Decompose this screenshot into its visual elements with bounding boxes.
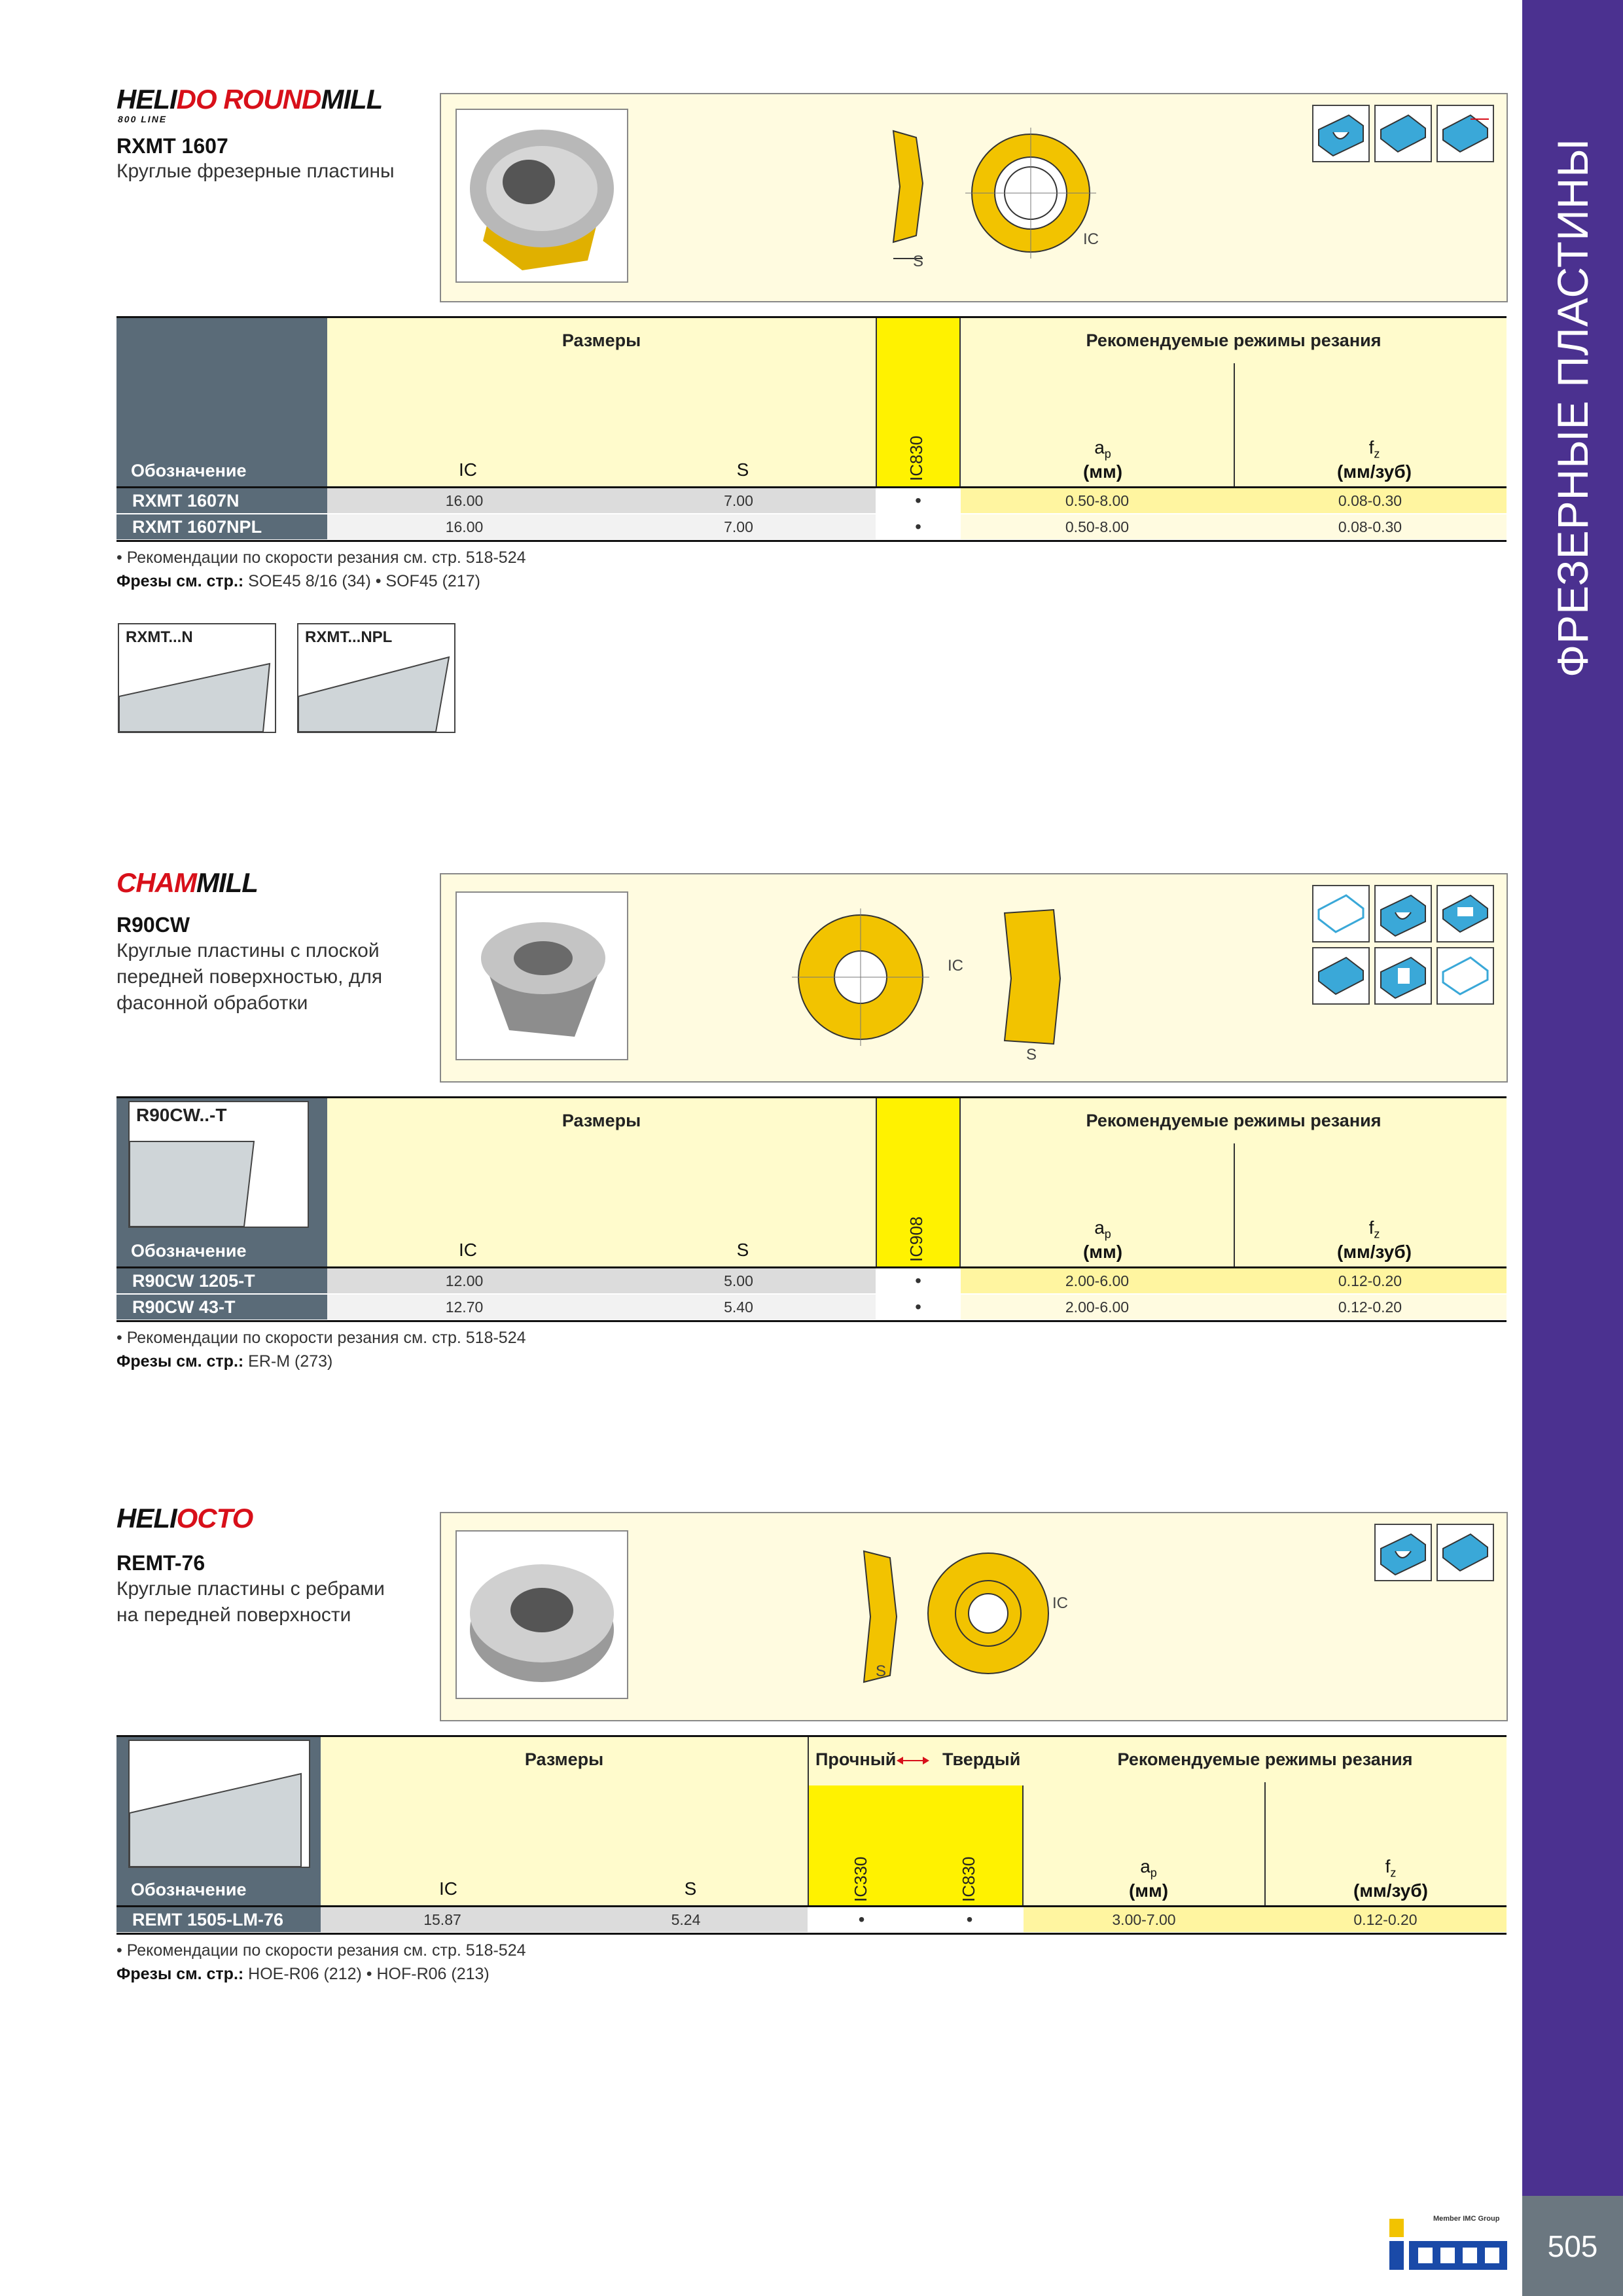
- insert-top-diagram: [923, 1548, 1054, 1679]
- row-ic: 12.70: [327, 1295, 601, 1319]
- insert-code: R90CW: [116, 913, 190, 937]
- brand-logo-chammill: CHAMMILL: [116, 867, 258, 898]
- profile-inset: [128, 1740, 310, 1868]
- insert-top-diagram: [792, 908, 929, 1046]
- grade-label: IC330: [851, 1856, 870, 1902]
- col-ic: IC: [459, 1240, 477, 1260]
- col-ic: IC: [459, 459, 477, 480]
- insert-photo: [455, 891, 628, 1060]
- profile-box-npl: [297, 623, 455, 733]
- speed-note: • Рекомендации по скорости резания см. стр. 518-524: [116, 548, 526, 567]
- row-fz: 0.12-0.20: [1234, 1295, 1507, 1319]
- insert-description: Круглые пластины с плоской передней поверхностью, для фасонной обработки: [116, 940, 383, 1014]
- dim-ic-label: IC: [1052, 1594, 1068, 1612]
- application-icon-face-milling: [1374, 105, 1432, 162]
- hard-label: Твердый: [942, 1749, 1021, 1769]
- row-ap: 3.00-7.00: [1024, 1907, 1264, 1932]
- col-s: S: [684, 1878, 697, 1899]
- row-designation: R90CW 43-T: [116, 1295, 327, 1319]
- row-s: 5.40: [601, 1295, 876, 1319]
- row-ap: 0.50-8.00: [961, 488, 1234, 513]
- row-grade-mark: •: [858, 1909, 865, 1929]
- application-icon-slotting: [1374, 885, 1432, 942]
- row-fz: 0.08-0.30: [1234, 514, 1507, 539]
- insert-code: RXMT 1607: [116, 134, 228, 158]
- cutting-data-label: Рекомендуемые режимы резания: [1086, 331, 1382, 350]
- dim-s-label: S: [876, 1662, 887, 1680]
- row-fz: 0.12-0.20: [1234, 1268, 1507, 1293]
- insert-photo: [455, 109, 628, 283]
- header-rule: [116, 1096, 1507, 1098]
- table-row: [116, 1295, 1507, 1319]
- row-designation: REMT 1505-LM-76: [116, 1907, 321, 1932]
- grade-label: IC908: [906, 1216, 926, 1262]
- application-icon-ramping: [1436, 947, 1494, 1005]
- row-designation: R90CW 1205-T: [116, 1268, 327, 1293]
- row-ic: 16.00: [327, 514, 601, 539]
- page-number: 505: [1547, 2229, 1598, 2263]
- table-bottom-rule: [116, 1320, 1507, 1322]
- header-rule: [116, 316, 1507, 318]
- cutting-data-divider: [1234, 363, 1235, 486]
- dim-ic-label: IC: [1083, 230, 1099, 248]
- col-s: S: [736, 1240, 749, 1260]
- tough-label: Прочный: [815, 1749, 897, 1769]
- grade-label: IC830: [959, 1856, 978, 1902]
- row-grade-mark: •: [915, 490, 921, 511]
- row-s: 7.00: [601, 514, 876, 539]
- row-ap: 2.00-6.00: [961, 1295, 1234, 1319]
- brand-logo-helido-roundmill: HELIDO ROUNDMILL: [116, 84, 383, 115]
- insert-description: Круглые пластины с ребрами на передней поверхности: [116, 1578, 385, 1626]
- row-ic: 16.00: [327, 488, 601, 513]
- table-bottom-rule: [116, 540, 1507, 542]
- cutters-reference: Фрезы см. стр.: HOE-R06 (212) • HOF-R06 (213): [116, 1965, 490, 1983]
- row-grade-mark: •: [915, 516, 921, 537]
- application-icon-pocketing: [1436, 885, 1494, 942]
- grade-label: IC830: [906, 435, 926, 481]
- row-s: 5.00: [601, 1268, 876, 1293]
- insert-side-diagram: [995, 906, 1073, 1050]
- col-fz: $f_z$ (мм/зуб): [1353, 1856, 1428, 1901]
- application-icon-profiling: [1374, 947, 1432, 1005]
- insert-code: REMT-76: [116, 1551, 205, 1575]
- dimensions-label: Размеры: [524, 1749, 604, 1769]
- speed-note: • Рекомендации по скорости резания см. стр. 518-524: [116, 1941, 526, 1960]
- dimensions-label: Размеры: [562, 1111, 641, 1130]
- application-icon-face-milling: [1312, 947, 1370, 1005]
- cutting-data-divider: [1234, 1143, 1235, 1266]
- row-ic: 15.87: [321, 1907, 564, 1932]
- cutting-data-label: Рекомендуемые режимы резания: [1117, 1749, 1413, 1769]
- designation-label: Обозначение: [131, 461, 247, 480]
- chapter-title: ФРЕЗЕРНЫЕ ПЛАСТИНЫ: [1548, 138, 1597, 677]
- profile-label: RXMT...NPL: [305, 628, 393, 646]
- application-icon-shoulder: [1312, 885, 1370, 942]
- cutting-data-label: Рекомендуемые режимы резания: [1086, 1111, 1382, 1130]
- row-designation: RXMT 1607NPL: [116, 514, 327, 539]
- dim-ic-label: IC: [948, 957, 963, 975]
- cutters-reference: Фрезы см. стр.: SOE45 8/16 (34) • SOF45 (217): [116, 572, 480, 590]
- dim-s-label: S: [1026, 1046, 1037, 1064]
- row-s: 5.24: [564, 1907, 808, 1932]
- row-ic: 12.00: [327, 1268, 601, 1293]
- col-fz: $f_z$ (мм/зуб): [1337, 1217, 1412, 1262]
- table-row: [116, 514, 1507, 539]
- col-fz: $f_z$ (мм/зуб): [1337, 437, 1412, 482]
- col-ap: $a_p$ (мм): [1128, 1856, 1169, 1901]
- header-rule: [116, 1735, 1507, 1737]
- tough-hard-arrow: [897, 1753, 929, 1768]
- row-grade-mark: •: [915, 1270, 921, 1291]
- col-ap: $a_p$ (мм): [1082, 1217, 1123, 1262]
- row-grade-mark: •: [966, 1909, 973, 1929]
- application-icon-slotting: [1312, 105, 1370, 162]
- brand-logo-heliocto: HELIOCTO: [116, 1503, 253, 1534]
- application-icon-face-milling: [1436, 1524, 1494, 1581]
- row-grade-mark: •: [915, 1297, 921, 1317]
- application-icon-slotting: [1374, 1524, 1432, 1581]
- dim-s-label: S: [913, 253, 924, 270]
- col-s: S: [736, 459, 749, 480]
- cutters-reference: Фрезы см. стр.: ER-M (273): [116, 1352, 333, 1371]
- table-row: [116, 1907, 1507, 1932]
- insert-photo: [455, 1530, 628, 1699]
- logo-subtitle: Member IMC Group: [1433, 2215, 1500, 2223]
- insert-description: Круглые фрезерные пластины: [116, 160, 395, 182]
- row-designation: RXMT 1607N: [116, 488, 327, 513]
- profile-label: R90CW..-T: [136, 1105, 227, 1125]
- row-ap: 0.50-8.00: [961, 514, 1234, 539]
- profile-inset: [128, 1101, 309, 1228]
- row-ap: 2.00-6.00: [961, 1268, 1234, 1293]
- row-s: 7.00: [601, 488, 876, 513]
- profile-label: RXMT...N: [126, 628, 193, 646]
- row-fz: 0.12-0.20: [1264, 1907, 1507, 1932]
- designation-label: Обозначение: [131, 1241, 247, 1261]
- cutting-data-divider: [1264, 1782, 1266, 1905]
- brand-subline: 800 LINE: [118, 114, 168, 124]
- table-row: [116, 488, 1507, 513]
- table-row: [116, 1268, 1507, 1293]
- table-bottom-rule: [116, 1933, 1507, 1935]
- col-ic: IC: [439, 1878, 457, 1899]
- insert-top-diagram: [965, 128, 1096, 259]
- profile-box-n: [118, 623, 276, 733]
- designation-label: Обозначение: [131, 1880, 247, 1899]
- dimensions-label: Размеры: [562, 331, 641, 350]
- col-ap: $a_p$ (мм): [1082, 437, 1123, 482]
- application-icon-ramping: [1436, 105, 1494, 162]
- speed-note: • Рекомендации по скорости резания см. стр. 518-524: [116, 1329, 526, 1347]
- row-fz: 0.08-0.30: [1234, 488, 1507, 513]
